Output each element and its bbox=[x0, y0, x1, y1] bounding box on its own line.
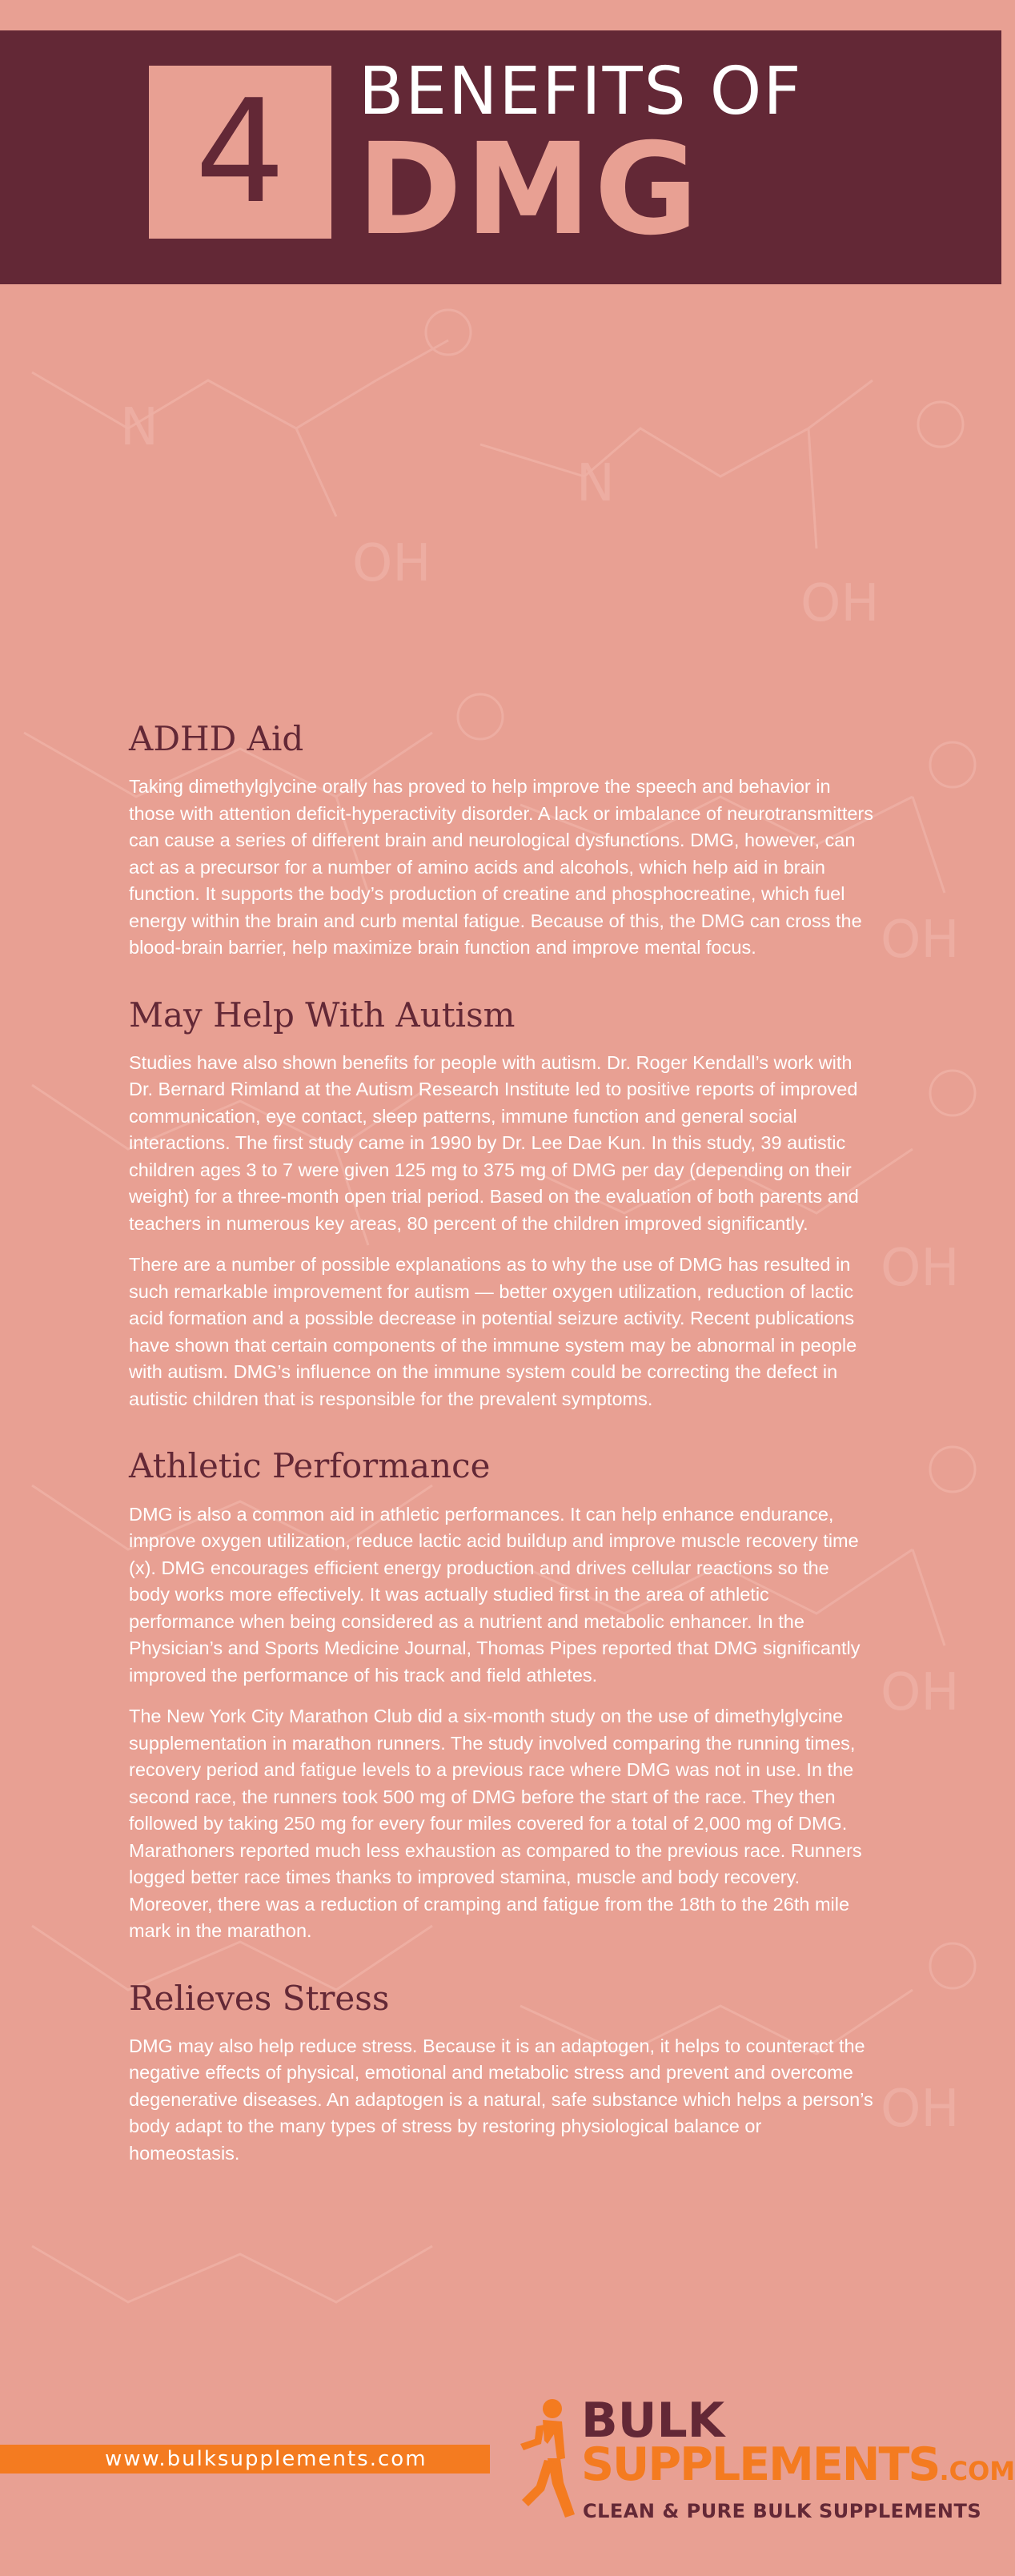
header-banner bbox=[0, 30, 1001, 284]
molecule-label-oh: OH bbox=[881, 1239, 960, 1298]
logo-wordmark-bulk: BULK bbox=[581, 2393, 725, 2449]
benefit-count: 4 bbox=[195, 69, 286, 235]
section-paragraph: The New York City Marathon Club did a six-month study on the use of dimethylglycine supplementation in marathon runners. The study involved comparing the running times, recovery period and fatigue levels to a previous race where DMG was not in use. In the second race, the runners took 500 mg of DMG before the start of the race. They then followed by taking 250 mg for every four miles covered for a total of 2,000 mg of DMG. Marathoners reported much less exhaustion as compared to the previous race. Runners logged better race times thanks to improved stamina, muscle and body recovery. Moreover, there was a reduction of cramping and fatigue from the 18th to the 26th mile mark in the marathon. bbox=[129, 1706, 862, 1942]
logo-wordmark-supplements bbox=[581, 2438, 1015, 2491]
molecule-label-oh: OH bbox=[881, 2080, 960, 2139]
section-autism bbox=[129, 997, 873, 1413]
molecule-label-oh: OH bbox=[800, 574, 880, 633]
section-paragraph: Taking dimethylglycine orally has proved to help improve the speech and behavior in those with attention deficit-hyperactivity disorder. A lack or imbalance of neurotransmitters can cause a series of different brain and neurological dysfunctions. DMG, however, can act as a precursor for a number of amino acids and alcohols, which help aid in brain function. It supports the body’s production of creatine and phosphocreatine, which fuel energy within the brain and curb mental fatigue. Because of this, the DMG can cross the blood-brain barrier, help maximize brain function and improve mental focus. bbox=[129, 776, 874, 958]
section-relieves-stress bbox=[129, 1980, 873, 2168]
section-adhd-aid bbox=[129, 721, 873, 962]
section-heading: ADHD Aid bbox=[129, 719, 304, 758]
section-paragraph: There are a number of possible explanations as to why the use of DMG has resulted in such remarkable improvement for autism — better oxygen utilization, reduction of lactic acid formation and a possible decrease in potential seizure activity. Recent publications have shown that certain components of the immune system may be abnormal in people with autism. DMG’s influence on the immune system could be correcting the defect in autistic children that is responsible for the prevalent symptoms. bbox=[129, 1254, 857, 1409]
molecule-label-oh: OH bbox=[352, 534, 431, 593]
title-line-2: DMG bbox=[357, 116, 702, 263]
logo-supplements-text: SUPPLEMENTS bbox=[581, 2438, 940, 2491]
section-heading: May Help With Autism bbox=[129, 995, 516, 1035]
logo-com-text: .COM bbox=[939, 2456, 1015, 2486]
logo-tagline: CLEAN & PURE BULK SUPPLEMENTS bbox=[583, 2500, 982, 2522]
footer-url-link[interactable]: www.bulksupplements.com bbox=[105, 2447, 427, 2471]
molecule-label-n: N bbox=[576, 454, 615, 513]
running-figure-icon bbox=[512, 2394, 580, 2522]
molecule-label-oh: OH bbox=[881, 910, 960, 970]
section-heading: Athletic Performance bbox=[129, 1446, 491, 1486]
section-athletic-performance bbox=[129, 1448, 873, 1944]
molecule-label-oh: OH bbox=[881, 1663, 960, 1722]
title-line-1: BENEFITS OF bbox=[359, 54, 803, 130]
section-heading: Relieves Stress bbox=[129, 1978, 390, 2018]
molecule-label-n: N bbox=[120, 398, 158, 457]
section-paragraph: DMG may also help reduce stress. Because it is an adaptogen, it helps to counteract the negative effects of physical, emotional and metabolic stress and prevent and overcome degenerative diseases. An adaptogen is a natural, safe substance which helps a person’s body adapt to the many types of stress by restoring physiological balance or homeostasis. bbox=[129, 2035, 873, 2164]
section-paragraph: DMG is also a common aid in athletic performances. It can help enhance endurance, improve oxygen utilization, reduce lactic acid buildup and improve muscle recovery time (x). DMG encourages efficient energy production and drives cellular reactions so the body works more effectively. It was actually studied first in the area of athletic performance when being considered as a nutrient and metabolic enhancer. In the Physician’s and Sports Medicine Journal, Thomas Pipes reported that DMG significantly improved the performance of his track and field athletes. bbox=[129, 1503, 861, 1686]
section-paragraph: Studies have also shown benefits for people with autism. Dr. Roger Kendall’s work with Dr. Bernard Rimland at the Autism Research Institute led to positive reports of improved communication, eye contact, sleep patterns, immune function and general social interactions. The first study came in 1990 by Dr. Lee Dae Kun. In this study, 39 autistic children ages 3 to 7 were given 125 mg to 375 mg of DMG per day (depending on their weight) for a three-month open trial period. Based on the evaluation of both parents and teachers in numerous key areas, 80 percent of the children improved significantly. bbox=[129, 1051, 859, 1234]
number-box bbox=[149, 66, 331, 239]
content-column bbox=[129, 721, 873, 2202]
